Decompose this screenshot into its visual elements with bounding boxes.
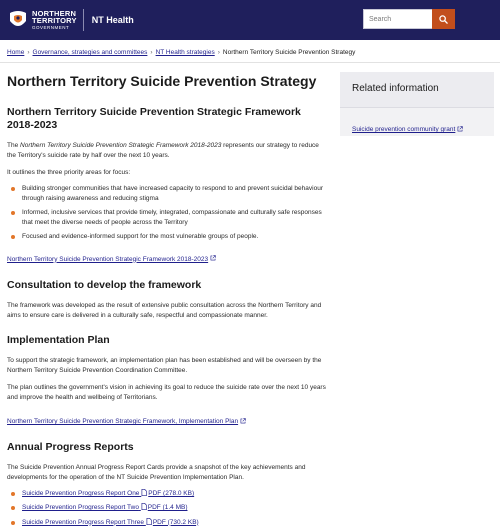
framework-intro-title: Northern Territory Suicide Prevention Strategic Framework 2018-2023 xyxy=(20,142,222,150)
implementation-plan-link[interactable]: Northern Territory Suicide Prevention Strategic Framework, Implementation Plan xyxy=(7,418,246,425)
search-button[interactable] xyxy=(432,9,455,29)
implementation-body-2: The plan outlines the government's vision in achieving its goal to reduce the suicide rate over the next 10 years and improve the health and wellbeing of Territorians. xyxy=(7,384,326,402)
bullet-icon xyxy=(11,211,15,215)
report-three-link[interactable]: Suicide Prevention Progress Report Three PDF (730.2 KB) xyxy=(22,518,199,526)
logo-line-1: NORTHERN xyxy=(32,8,77,18)
chevron-right-icon: › xyxy=(217,49,220,56)
reports-body: The Suicide Prevention Annual Progress Report Cards provide a snapshot of the key achievements and developments for the operation of the NT Suicide Prevention Implementation Plan. xyxy=(7,464,306,482)
implementation-heading: Implementation Plan xyxy=(7,333,110,346)
search-input[interactable]: Search xyxy=(363,9,455,29)
reports-list xyxy=(7,489,327,527)
implementation-body-1: To support the strategic framework, an implementation plan has been established and will be overseen by the Northern Territory Suicide Prevention Coordination Committee. xyxy=(7,356,322,374)
breadcrumb-governance[interactable]: Governance, strategies and committees xyxy=(32,49,148,56)
bullet-icon xyxy=(11,521,15,525)
page-title: Northern Territory Suicide Prevention Strategy xyxy=(7,73,317,89)
framework-intro: The Northern Territory Suicide Prevention Strategic Framework 2018-2023 represents our strategy to reduce the Territory's suicide rate by half over the next 10 years. xyxy=(7,142,319,160)
pdf-icon xyxy=(141,503,147,510)
report-one-link[interactable]: Suicide Prevention Progress Report One PDF (278.0 KB) xyxy=(22,490,195,498)
priority-list xyxy=(7,184,327,242)
external-link-icon xyxy=(240,418,246,424)
search-icon xyxy=(439,15,448,24)
reports-heading: Annual Progress Reports xyxy=(7,441,134,454)
consultation-body: The framework was developed as the result of extensive public consultation across the Northern Territory and aims to ensure care is delivered in a culturally safe, respectful and compassionate manner. xyxy=(7,301,322,319)
logo-line-3: GOVERNMENT xyxy=(32,24,70,30)
bullet-icon xyxy=(11,235,15,239)
nt-government-logo[interactable] xyxy=(8,9,77,31)
report-two-link[interactable]: Suicide Prevention Progress Report Two PDF (1.4 MB) xyxy=(22,504,188,512)
bullet-icon xyxy=(11,506,15,510)
logo-line-2: TERRITORY xyxy=(32,16,77,26)
breadcrumb-current: Northern Territory Suicide Prevention Strategy xyxy=(222,49,356,56)
consultation-heading: Consultation to develop the framework xyxy=(7,278,202,291)
community-grant-link[interactable]: Suicide prevention community grant xyxy=(352,126,463,133)
external-link-icon xyxy=(457,126,463,132)
list-item: Building stronger communities that have increased capacity to respond to and prevent suicidal behaviour through raising awareness and reducing stigma xyxy=(7,184,327,204)
list-item: Informed, inclusive services that provide timely, integrated, compassionate and culturally safe responses that meet the diverse needs of people across the Territory xyxy=(7,208,327,228)
list-item xyxy=(7,489,327,499)
bullet-icon xyxy=(11,187,15,191)
chevron-right-icon: › xyxy=(150,49,153,56)
framework-heading: Northern Territory Suicide Prevention Strategic Framework 2018-2023 xyxy=(7,105,301,131)
nt-emblem-icon xyxy=(8,9,28,31)
framework-link[interactable]: Northern Territory Suicide Prevention Strategic Framework 2018-2023 xyxy=(7,256,216,263)
pdf-icon xyxy=(146,518,152,525)
list-item: Focused and evidence-informed support for the most vulnerable groups of people. xyxy=(7,232,327,242)
site-name[interactable]: NT Health xyxy=(91,15,134,25)
main-content xyxy=(7,70,327,532)
header-divider xyxy=(83,9,84,31)
related-information-heading: Related information xyxy=(340,72,494,108)
breadcrumb-home[interactable]: Home xyxy=(7,49,25,56)
breadcrumb-nt-health-strategies[interactable]: NT Health strategies xyxy=(155,49,215,56)
bullet-icon xyxy=(11,492,15,496)
pdf-icon xyxy=(141,489,147,496)
framework-outline: It outlines the three priority areas for focus: xyxy=(7,169,131,177)
list-item xyxy=(7,518,327,528)
breadcrumb xyxy=(7,49,355,56)
chevron-right-icon: › xyxy=(27,49,30,56)
breadcrumb-divider xyxy=(0,62,500,63)
related-information-panel xyxy=(340,72,494,136)
list-item xyxy=(7,503,327,513)
external-link-icon xyxy=(210,255,216,261)
